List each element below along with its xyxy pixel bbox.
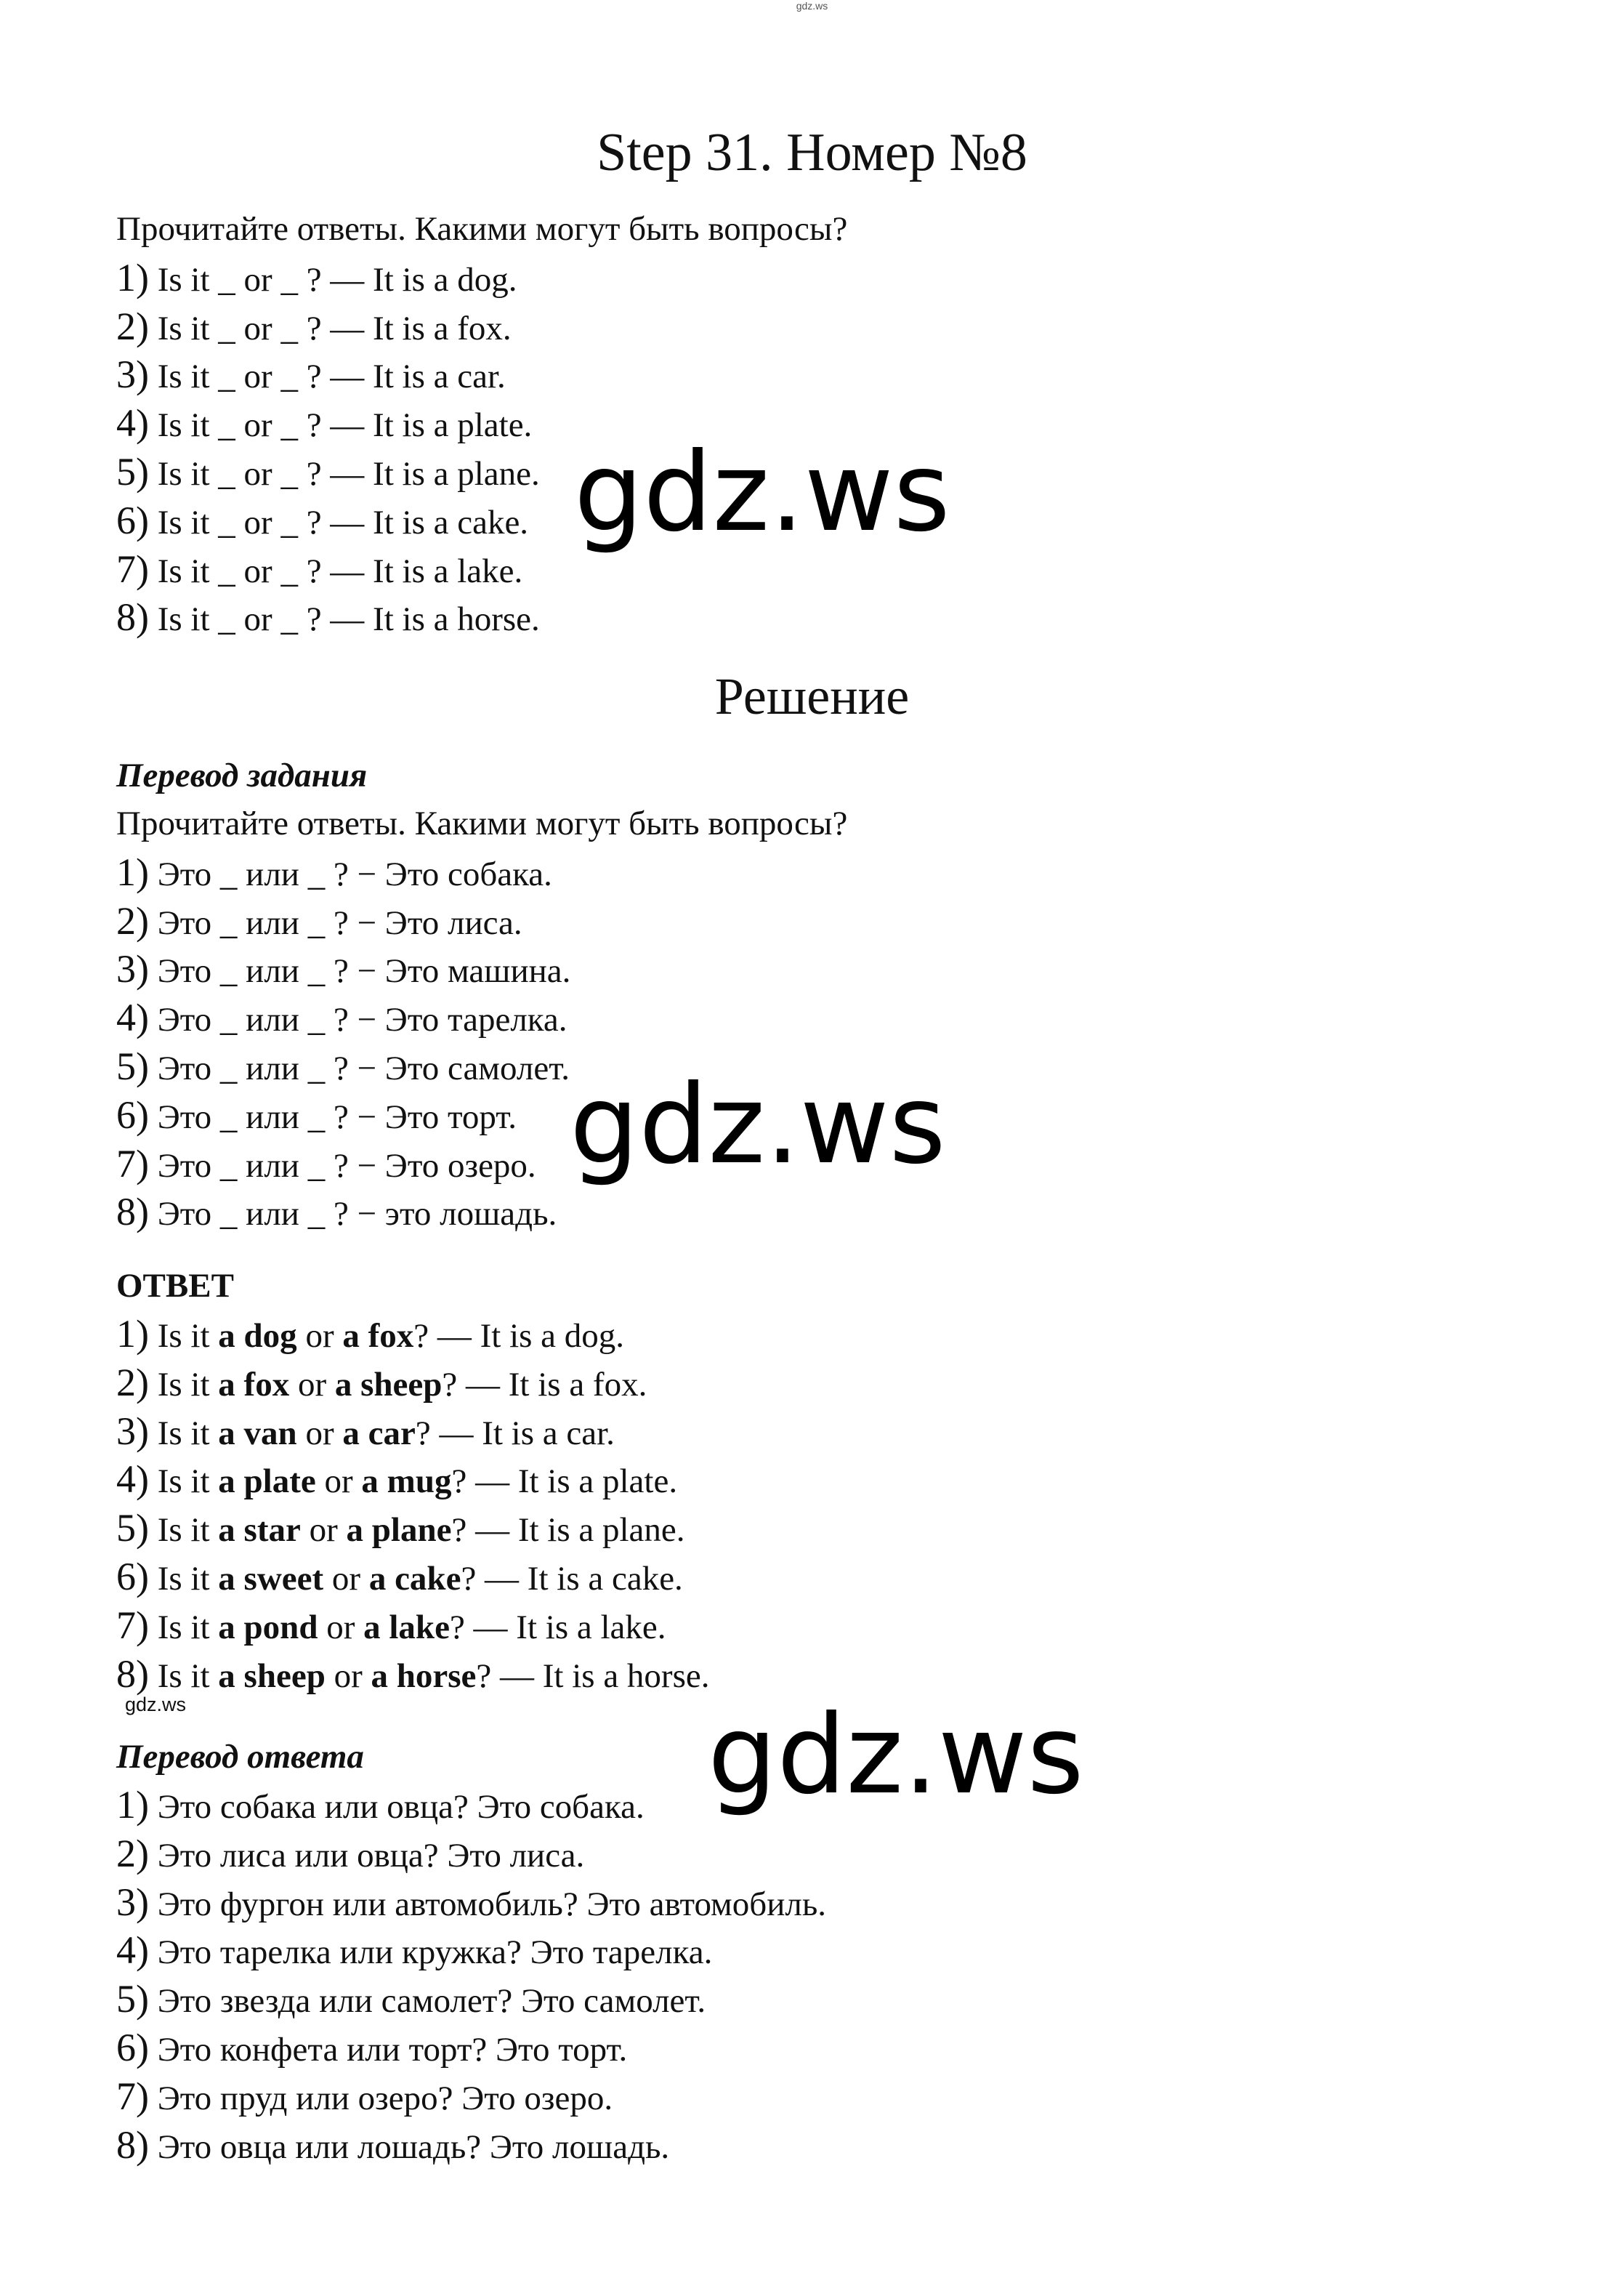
answer-option-2: a lake (363, 1608, 450, 1646)
answer-pre: Is it (148, 1317, 219, 1355)
item-number: 4) (116, 996, 149, 1040)
answer-item (116, 1310, 1497, 1358)
answer-pre: Is it (148, 1559, 219, 1598)
item-number: 7) (116, 2074, 149, 2118)
header-watermark: gdz.ws (796, 0, 828, 12)
item-number: 1) (116, 255, 149, 299)
answer-or: or (318, 1608, 364, 1646)
answer-pre: Is it (148, 1511, 219, 1550)
answer-post: ? — It is a dog. (413, 1317, 625, 1355)
answer-or: or (289, 1365, 335, 1404)
item-text: Это пруд или озеро? Это озеро. (148, 2079, 613, 2117)
item-number: 1) (116, 850, 149, 894)
task-translation-prompt: Прочитайте ответы. Какими могут быть вопросы? (116, 805, 848, 842)
answer-translation-item (116, 2121, 1497, 2170)
answer-item (116, 1650, 1497, 1699)
item-number: 3) (116, 1409, 149, 1453)
page-title: Step 31. Номер №8 (597, 123, 1027, 182)
answer-translation-item (116, 1975, 1497, 2024)
watermark-logo: gdz.ws (574, 430, 950, 556)
item-text: Это тарелка или кружка? Это тарелка. (148, 1933, 713, 1972)
item-number: 8) (116, 1190, 149, 1234)
answer-or: or (323, 1559, 369, 1598)
watermark-logo: gdz.ws (708, 1692, 1084, 1819)
answer-post: ? — It is a lake. (449, 1608, 666, 1646)
task-item (116, 254, 1497, 302)
item-text: Is it _ or _ ? — It is a fox. (148, 309, 512, 347)
answer-post: ? — It is a horse. (476, 1656, 710, 1695)
answer-or: or (296, 1317, 343, 1355)
item-text: Это звезда или самолет? Это самолет. (148, 1982, 706, 2021)
item-number: 7) (116, 547, 149, 591)
answer-option-2: a fox (342, 1317, 414, 1355)
answer-translation-item (116, 2024, 1497, 2072)
translation-item (116, 848, 1497, 897)
answer-translation-item (116, 2072, 1497, 2121)
answer-or: or (315, 1462, 362, 1501)
answer-item (116, 1553, 1497, 1601)
item-text: Это _ или _ ? − Это собака. (148, 855, 552, 893)
answer-option-1: a pond (218, 1608, 318, 1646)
item-number: 8) (116, 595, 149, 640)
answer-translation-heading: Перевод ответа (116, 1738, 364, 1776)
answer-item (116, 1407, 1497, 1456)
answer-or: or (300, 1511, 347, 1550)
item-text: Это лиса или овца? Это лиса. (148, 1836, 585, 1875)
answer-translation-item (116, 1829, 1497, 1878)
task-item (116, 350, 1497, 399)
answer-item (116, 1455, 1497, 1504)
item-text: Это _ или _ ? − Это озеро. (148, 1146, 536, 1185)
task-item (116, 593, 1497, 642)
item-number: 1) (116, 1783, 149, 1827)
answer-post: ? — It is a fox. (442, 1365, 647, 1404)
task-translation-heading: Перевод задания (116, 757, 368, 794)
item-text: Это конфета или торт? Это торт. (148, 2030, 628, 2069)
item-text: Это _ или _ ? − Это торт. (148, 1098, 517, 1136)
item-number: 6) (116, 1554, 149, 1598)
answer-post: ? — It is a car. (415, 1414, 615, 1452)
answer-option-2: a mug (361, 1462, 452, 1501)
answer-pre: Is it (148, 1414, 219, 1452)
watermark-logo: gdz.ws (570, 1062, 946, 1188)
item-number: 3) (116, 947, 149, 991)
answer-option-2: a car (342, 1414, 416, 1452)
item-number: 5) (116, 1044, 149, 1088)
item-text: Это _ или _ ? − Это лиса. (148, 903, 522, 942)
item-number: 3) (116, 1880, 149, 1924)
answer-heading: ОТВЕТ (116, 1267, 234, 1305)
answer-translation-item (116, 1926, 1497, 1975)
answer-option-2: a plane (346, 1511, 452, 1550)
answer-option-1: a star (218, 1511, 301, 1550)
item-text: Это _ или _ ? − Это самолет. (148, 1049, 570, 1087)
item-number: 4) (116, 1928, 149, 1973)
item-text: Это _ или _ ? − это лошадь. (148, 1195, 557, 1233)
item-text: Это _ или _ ? − Это машина. (148, 952, 571, 991)
answer-option-1: a plate (218, 1462, 316, 1501)
answer-pre: Is it (148, 1608, 219, 1646)
answer-section (116, 1262, 1497, 1698)
answer-pre: Is it (148, 1365, 219, 1404)
item-number: 6) (116, 498, 149, 542)
answer-pre: Is it (148, 1462, 219, 1501)
item-number: 7) (116, 1141, 149, 1185)
answer-or: or (325, 1656, 371, 1695)
item-number: 5) (116, 449, 149, 494)
answer-or: or (296, 1414, 343, 1452)
item-number: 3) (116, 353, 149, 397)
answer-option-2: a horse (371, 1656, 477, 1695)
item-number: 2) (116, 1831, 149, 1875)
translation-item (116, 994, 1497, 1042)
item-number: 4) (116, 1457, 149, 1502)
item-number: 6) (116, 1092, 149, 1137)
item-text: Is it _ or _ ? — It is a car. (148, 358, 506, 396)
item-text: Is it _ or _ ? — It is a cake. (148, 503, 529, 541)
small-watermark: gdz.ws (125, 1694, 187, 1715)
item-text: Is it _ or _ ? — It is a lake. (148, 552, 523, 590)
item-number: 1) (116, 1312, 149, 1356)
item-text: Это овца или лошадь? Это лошадь. (148, 2127, 670, 2166)
item-number: 7) (116, 1603, 149, 1647)
item-number: 8) (116, 1651, 149, 1696)
item-number: 8) (116, 2122, 149, 2167)
item-number: 2) (116, 304, 149, 348)
item-number: 6) (116, 2025, 149, 2069)
item-text: Это фургон или автомобиль? Это автомобиль. (148, 1885, 826, 1923)
item-text: Is it _ or _ ? — It is a horse. (148, 600, 540, 639)
item-number: 2) (116, 898, 149, 943)
item-number: 5) (116, 1977, 149, 2021)
answer-post: ? — It is a plate. (451, 1462, 678, 1501)
item-text: Это _ или _ ? − Это тарелка. (148, 1001, 567, 1039)
answer-post: ? — It is a cake. (461, 1559, 683, 1598)
item-text: Is it _ or _ ? — It is a dog. (148, 260, 517, 299)
answer-option-2: a sheep (334, 1365, 443, 1404)
answer-option-1: a fox (218, 1365, 290, 1404)
solution-heading: Решение (714, 667, 910, 725)
answer-option-1: a dog (218, 1317, 297, 1355)
answer-pre: Is it (148, 1656, 219, 1695)
item-text: Is it _ or _ ? — It is a plate. (148, 406, 533, 445)
answer-option-1: a sweet (218, 1559, 324, 1598)
answer-option-2: a cake (368, 1559, 461, 1598)
answer-item (116, 1504, 1497, 1553)
item-number: 5) (116, 1506, 149, 1550)
translation-item (116, 945, 1497, 994)
item-text: Это собака или овца? Это собака. (148, 1788, 645, 1826)
answer-item (116, 1601, 1497, 1650)
answer-option-1: a van (218, 1414, 297, 1452)
answer-item (116, 1358, 1497, 1407)
item-text: Is it _ or _ ? — It is a plane. (148, 454, 540, 493)
answer-post: ? — It is a plane. (451, 1511, 685, 1550)
task-item (116, 302, 1497, 351)
item-number: 4) (116, 401, 149, 446)
task-section (116, 205, 1497, 642)
answer-option-1: a sheep (218, 1656, 326, 1695)
task-prompt: Прочитайте ответы. Какими могут быть вопросы? (116, 210, 848, 248)
translation-item (116, 1188, 1497, 1236)
item-number: 2) (116, 1360, 149, 1404)
answer-translation-item (116, 1878, 1497, 1927)
translation-item (116, 897, 1497, 946)
